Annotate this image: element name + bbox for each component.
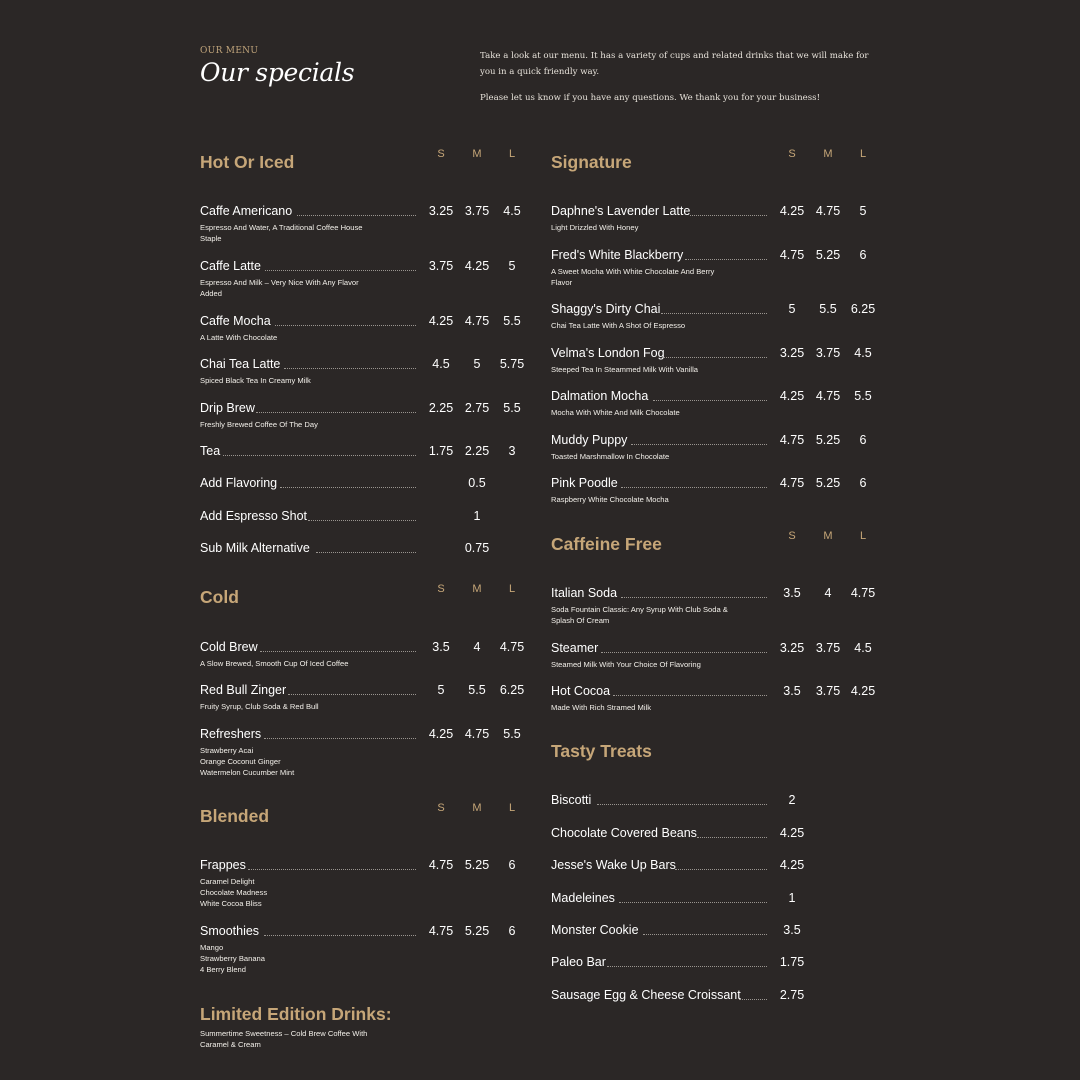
item-name: Monster Cookie bbox=[551, 923, 639, 937]
dot-leader bbox=[265, 270, 416, 271]
dot-leader bbox=[685, 259, 767, 260]
item-name: Shaggy's Dirty Chai bbox=[551, 302, 661, 316]
dot-leader bbox=[601, 652, 767, 653]
item-description: Fruity Syrup, Club Soda & Red Bull bbox=[200, 702, 319, 711]
price-small: 4.25 bbox=[779, 204, 805, 218]
price-small: 2.25 bbox=[428, 401, 454, 415]
item-name: Fred's White Blackberry bbox=[551, 248, 684, 262]
size-small-header: S bbox=[437, 583, 445, 595]
price-medium: 4.75 bbox=[464, 314, 490, 328]
price: 2.75 bbox=[779, 988, 805, 1002]
price-large: 6 bbox=[859, 476, 867, 490]
dot-leader bbox=[621, 487, 767, 488]
price-small: 4.25 bbox=[428, 727, 454, 741]
price-large: 4.5 bbox=[854, 641, 872, 655]
price-large: 6.25 bbox=[499, 683, 525, 697]
item-name: Hot Cocoa bbox=[551, 684, 611, 698]
size-small-header: S bbox=[788, 530, 796, 542]
price: 4.25 bbox=[779, 826, 805, 840]
price-large: 5.75 bbox=[499, 357, 525, 371]
item-name: Daphne's Lavender Latte bbox=[551, 204, 691, 218]
section-title: Caffeine Free bbox=[551, 534, 662, 554]
item-description: Mocha With White And Milk Chocolate bbox=[551, 408, 680, 417]
price-small: 5 bbox=[437, 683, 445, 697]
item-description: A Slow Brewed, Smooth Cup Of Iced Coffee bbox=[200, 659, 349, 668]
item-description: Chai Tea Latte With A Shot Of Espresso bbox=[551, 321, 686, 330]
price-small: 4.25 bbox=[428, 314, 454, 328]
item-name: Dalmation Mocha bbox=[551, 389, 649, 403]
size-medium-header: M bbox=[823, 148, 833, 160]
price-large: 4.5 bbox=[503, 204, 521, 218]
price-medium: 4 bbox=[473, 640, 481, 654]
price-small: 3.5 bbox=[783, 684, 801, 698]
size-large-header: L bbox=[508, 583, 516, 595]
dot-leader bbox=[264, 935, 416, 936]
price: 1.75 bbox=[779, 955, 805, 969]
price-small: 4.75 bbox=[779, 248, 805, 262]
item-name: Madeleines bbox=[551, 891, 615, 905]
item-description: Soda Fountain Classic: Any Syrup With Club Soda & Splash Of Cream bbox=[551, 605, 728, 625]
price-small: 4.75 bbox=[779, 433, 805, 447]
item-name: Paleo Bar bbox=[551, 955, 606, 969]
price-large: 4.5 bbox=[854, 346, 872, 360]
item-description: Made With Rich Stramed Milk bbox=[551, 703, 652, 712]
item-name: Velma's London Fog bbox=[551, 346, 665, 360]
size-small-header: S bbox=[437, 802, 445, 814]
price-medium: 5.5 bbox=[468, 683, 486, 697]
eyebrow-label: OUR MENU bbox=[200, 46, 259, 56]
section-title: Tasty Treats bbox=[551, 741, 652, 761]
price-large: 5.5 bbox=[503, 727, 521, 741]
intro-text bbox=[480, 48, 880, 116]
dot-leader bbox=[597, 804, 767, 805]
dot-leader bbox=[631, 444, 767, 445]
price-medium: 3.75 bbox=[815, 641, 841, 655]
price: 2 bbox=[788, 793, 796, 807]
dot-leader bbox=[260, 651, 416, 652]
dot-leader bbox=[690, 215, 767, 216]
price-medium: 3.75 bbox=[815, 684, 841, 698]
price-medium: 5.25 bbox=[815, 248, 841, 262]
price-medium: 3.75 bbox=[464, 204, 490, 218]
price-small: 1.75 bbox=[428, 444, 454, 458]
price-medium: 0.5 bbox=[468, 476, 486, 490]
flavor-option: Chocolate Madness bbox=[200, 888, 268, 897]
price-large: 6 bbox=[859, 433, 867, 447]
item-name: Chocolate Covered Beans bbox=[551, 826, 697, 840]
item-description: Raspberry White Chocolate Mocha bbox=[551, 495, 669, 504]
price-medium: 3.75 bbox=[815, 346, 841, 360]
dot-leader bbox=[275, 325, 416, 326]
item-description-list bbox=[200, 942, 400, 975]
item-description: Toasted Marshmallow In Chocolate bbox=[551, 452, 670, 461]
price-medium: 4.75 bbox=[815, 389, 841, 403]
size-medium-header: M bbox=[472, 148, 482, 160]
price-small: 4.75 bbox=[779, 476, 805, 490]
item-name: Drip Brew bbox=[200, 401, 255, 415]
flavor-option: Caramel Delight bbox=[200, 877, 255, 886]
price-large: 5.5 bbox=[854, 389, 872, 403]
dot-leader bbox=[248, 869, 416, 870]
item-description: A Sweet Mocha With White Chocolate And Berry Flavor bbox=[551, 267, 715, 287]
price-small: 3.75 bbox=[428, 259, 454, 273]
size-medium-header: M bbox=[472, 802, 482, 814]
dot-leader bbox=[284, 368, 416, 369]
item-name: Caffe Latte bbox=[200, 259, 261, 273]
size-medium-header: M bbox=[823, 530, 833, 542]
dot-leader bbox=[675, 869, 767, 870]
item-name: Pink Poodle bbox=[551, 476, 618, 490]
size-large-header: L bbox=[508, 148, 516, 160]
price-medium: 2.75 bbox=[464, 401, 490, 415]
price-medium: 4.25 bbox=[464, 259, 490, 273]
price-medium: 5.25 bbox=[464, 924, 490, 938]
item-description: Steamed Milk With Your Choice Of Flavoring bbox=[551, 660, 701, 669]
price-medium: 5.25 bbox=[464, 858, 490, 872]
flavor-option: Orange Coconut Ginger bbox=[200, 757, 281, 766]
price-large: 6 bbox=[508, 858, 516, 872]
flavor-option: Mango bbox=[200, 943, 224, 952]
dot-leader bbox=[661, 313, 767, 314]
flavor-option: Watermelon Cucumber Mint bbox=[200, 768, 295, 777]
price-medium: 5.5 bbox=[819, 302, 837, 316]
dot-leader bbox=[643, 934, 767, 935]
item-name: Chai Tea Latte bbox=[200, 357, 281, 371]
dot-leader bbox=[739, 999, 767, 1000]
dot-leader bbox=[653, 400, 767, 401]
item-name: Red Bull Zinger bbox=[200, 683, 287, 697]
price-medium: 4.75 bbox=[464, 727, 490, 741]
price-medium: 4.75 bbox=[815, 204, 841, 218]
dot-leader bbox=[316, 552, 416, 553]
item-description: Steeped Tea In Steammed Milk With Vanilla bbox=[551, 365, 699, 374]
item-name: Smoothies bbox=[200, 924, 260, 938]
size-large-header: L bbox=[859, 530, 867, 542]
size-small-header: S bbox=[437, 148, 445, 160]
item-description: Summertime Sweetness – Cold Brew Coffee With Caramel & Cream bbox=[200, 1029, 368, 1049]
price-medium: 0.75 bbox=[464, 541, 490, 555]
price-small: 4.75 bbox=[428, 858, 454, 872]
item-name: Jesse's Wake Up Bars bbox=[551, 858, 676, 872]
dot-leader bbox=[280, 487, 416, 488]
price-large: 6 bbox=[508, 924, 516, 938]
dot-leader bbox=[256, 412, 416, 413]
size-large-header: L bbox=[859, 148, 867, 160]
section-title: Limited Edition Drinks: bbox=[200, 1004, 392, 1024]
page-title: Our specials bbox=[200, 58, 355, 87]
flavor-option: Strawberry Acai bbox=[200, 746, 254, 755]
price-large: 6.25 bbox=[850, 302, 876, 316]
size-medium-header: M bbox=[472, 583, 482, 595]
intro-paragraph: Take a look at our menu. It has a variety of cups and related drinks that we will make for you in a quick friendly way. bbox=[480, 51, 869, 77]
item-name: Biscotti bbox=[551, 793, 592, 807]
price-large: 3 bbox=[508, 444, 516, 458]
dot-leader bbox=[621, 597, 767, 598]
item-description: Espresso And Water, A Traditional Coffee House Staple bbox=[200, 223, 363, 243]
price-large: 5.5 bbox=[503, 314, 521, 328]
price-large: 4.75 bbox=[850, 586, 876, 600]
item-description-list bbox=[200, 876, 400, 909]
price-large: 5.5 bbox=[503, 401, 521, 415]
price: 1 bbox=[788, 891, 796, 905]
item-name: Frappes bbox=[200, 858, 246, 872]
section-title: Cold bbox=[200, 587, 239, 607]
flavor-option: Strawberry Banana bbox=[200, 954, 266, 963]
price-medium: 4 bbox=[824, 586, 832, 600]
section-title: Blended bbox=[200, 806, 270, 826]
price-small: 3.5 bbox=[783, 586, 801, 600]
flavor-option: White Cocoa Bliss bbox=[200, 899, 262, 908]
dot-leader bbox=[264, 738, 416, 739]
dot-leader bbox=[288, 694, 416, 695]
price-small: 4.25 bbox=[779, 389, 805, 403]
item-name: Refreshers bbox=[200, 727, 262, 741]
item-name: Add Flavoring bbox=[200, 476, 278, 490]
item-name: Add Espresso Shot bbox=[200, 509, 308, 523]
price-small: 3.25 bbox=[779, 641, 805, 655]
item-name: Steamer bbox=[551, 641, 599, 655]
price: 3.5 bbox=[783, 923, 801, 937]
price-large: 5 bbox=[859, 204, 867, 218]
price-medium: 5 bbox=[473, 357, 481, 371]
price-medium: 5.25 bbox=[815, 433, 841, 447]
section-title: Hot Or Iced bbox=[200, 152, 295, 172]
item-description: Espresso And Milk – Very Nice With Any Flavor Added bbox=[200, 278, 359, 298]
price-medium: 5.25 bbox=[815, 476, 841, 490]
price-small: 4.5 bbox=[432, 357, 450, 371]
item-name: Tea bbox=[200, 444, 221, 458]
item-description-list bbox=[200, 745, 400, 778]
item-name: Caffe Mocha bbox=[200, 314, 271, 328]
dot-leader bbox=[308, 520, 416, 521]
dot-leader bbox=[664, 357, 767, 358]
price-medium: 1 bbox=[473, 509, 481, 523]
menu-header bbox=[200, 44, 900, 114]
price-large: 6 bbox=[859, 248, 867, 262]
dot-leader bbox=[607, 966, 767, 967]
intro-paragraph: Please let us know if you have any questions. We thank you for your business! bbox=[480, 93, 821, 103]
price-small: 5 bbox=[788, 302, 796, 316]
price-large: 5 bbox=[508, 259, 516, 273]
price-small: 3.25 bbox=[428, 204, 454, 218]
item-name: Caffe Americano bbox=[200, 204, 293, 218]
size-small-header: S bbox=[788, 148, 796, 160]
dot-leader bbox=[613, 695, 767, 696]
price-large: 4.25 bbox=[850, 684, 876, 698]
item-name: Cold Brew bbox=[200, 640, 258, 654]
item-name: Italian Soda bbox=[551, 586, 618, 600]
dot-leader bbox=[619, 902, 767, 903]
section-title: Signature bbox=[551, 152, 632, 172]
price-medium: 2.25 bbox=[464, 444, 490, 458]
price: 4.25 bbox=[779, 858, 805, 872]
item-name: Sausage Egg & Cheese Croissant bbox=[551, 988, 741, 1002]
item-description: Freshly Brewed Coffee Of The Day bbox=[200, 420, 318, 429]
price-large: 4.75 bbox=[499, 640, 525, 654]
dot-leader bbox=[697, 837, 767, 838]
item-description: A Latte With Chocolate bbox=[200, 333, 278, 342]
size-large-header: L bbox=[508, 802, 516, 814]
dot-leader bbox=[223, 455, 416, 456]
flavor-option: 4 Berry Blend bbox=[200, 965, 247, 974]
item-name: Sub Milk Alternative bbox=[200, 541, 310, 555]
item-description: Light Drizzled With Honey bbox=[551, 223, 639, 232]
item-description: Spiced Black Tea In Creamy Milk bbox=[200, 376, 311, 385]
price-small: 4.75 bbox=[428, 924, 454, 938]
price-small: 3.25 bbox=[779, 346, 805, 360]
dot-leader bbox=[297, 215, 416, 216]
item-name: Muddy Puppy bbox=[551, 433, 628, 447]
price-small: 3.5 bbox=[432, 640, 450, 654]
